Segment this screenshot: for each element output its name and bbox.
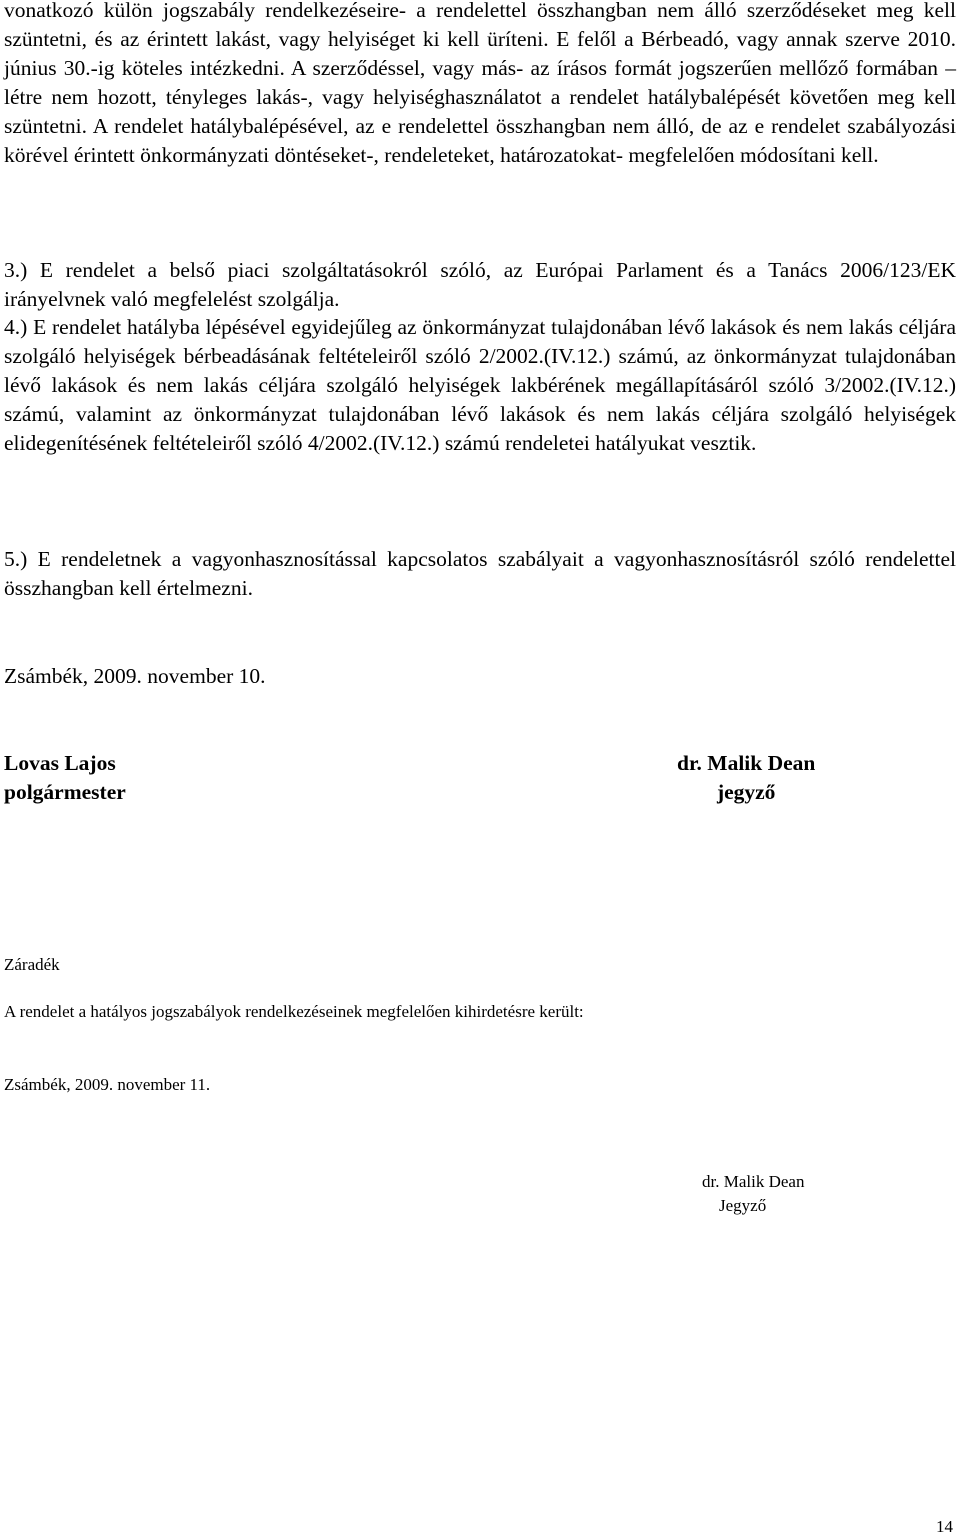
signature-name: dr. Malik Dean — [677, 751, 816, 775]
signature-notary — [677, 749, 815, 807]
paragraph-section-3: 3.) E rendelet a belső piaci szolgáltatásokról szóló, az Európai Parlament és a Tanács 2006/123/EK irányelvnek való megfelelést szolgálja. — [4, 258, 956, 311]
document-page — [4, 0, 956, 1537]
place-date: Zsámbék, 2009. november 10. — [4, 664, 266, 688]
clause-signer-name: dr. Malik Dean — [702, 1172, 805, 1191]
paragraph-contract-termination: vonatkozó külön jogszabály rendelkezéseire- a rendelettel összhangban nem álló szerződéseket meg kell szüntetni, és az érintett lakást, vagy helyiséget ki kell üríteni. E felől a Bérbeadó, vagy annak szerve 2010. június 30.-ig köteles intézkedni. A szerződéssel, vagy más- az írásos formát jogszerűen mellőző formában – létre nem hozott, tényleges lakás-, vagy helyiséghasználatot a rendelet hatálybalépését követően meg kell szüntetni. A rendelet hatálybalépésével, az e rendelettel összhangban nem álló, de az e rendelet szabályozási körével érintett önkormányzati döntéseket-, rendeleteket, határozatokat- megfelelően módosítani kell. — [4, 0, 956, 167]
signature-name: Lovas Lajos — [4, 751, 116, 775]
clause-date: Zsámbék, 2009. november 11. — [4, 1075, 211, 1094]
paragraph-section-4: 4.) E rendelet hatályba lépésével egyidejűleg az önkormányzat tulajdonában lévő lakások és nem lakás céljára szolgáló helyiségek bérbeadásának feltételeiről szóló 2/2002.(IV.12.) számú, az önkormányzat tulajdonában lévő lakások és nem lakás céljára szolgáló helyiségek lakbérének megállapításáról szóló 3/2002.(IV.12.) számú, valamint az önkormányzat tulajdonában lévő lakások és nem lakás céljára szolgáló helyiségek elidegenítésének feltételeiről szóló 4/2002.(IV.12.) számú rendeletei hatályukat vesztik. — [4, 315, 956, 455]
page-number: 14 — [936, 1517, 953, 1536]
paragraph-section-5: 5.) E rendeletnek a vagyonhasznosítással kapcsolatos szabályait a vagyonhasznosításról szóló rendelettel összhangban kell értelmezni. — [4, 547, 956, 600]
signature-title: polgármester — [4, 780, 126, 804]
signature-title: jegyző — [716, 780, 776, 804]
signature-mayor — [4, 749, 126, 807]
clause-title: Záradék — [4, 955, 60, 974]
clause-signer-title: Jegyző — [719, 1196, 767, 1215]
clause-text: A rendelet a hatályos jogszabályok rendelkezéseinek megfelelően kihirdetésre került: — [4, 1002, 584, 1021]
clause-signature — [702, 1170, 804, 1218]
